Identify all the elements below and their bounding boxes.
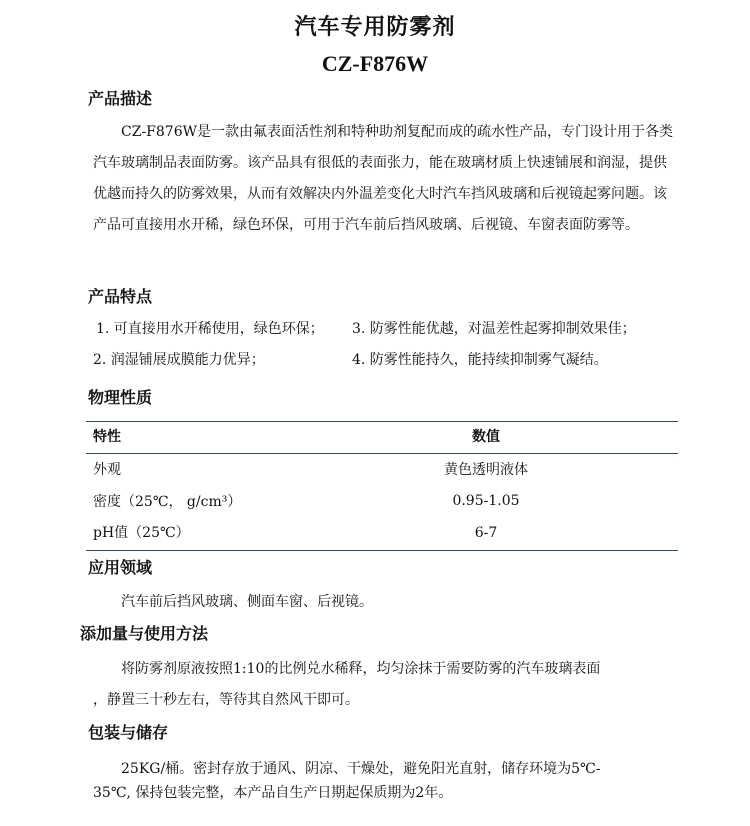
table-row-3-value: 6-7: [474, 525, 498, 541]
usage-line-1: 将防雾剂原液按照1:10的比例兑水稀释，均匀涂抹于需要防雾的汽车玻璃表面: [121, 661, 601, 677]
table-bottom-rule: [86, 550, 678, 551]
table-row-2-value: 0.95-1.05: [452, 493, 520, 509]
feature-item-4: 4. 防雾性能持久，能持续抑制雾气凝结。: [352, 352, 608, 368]
storage-line-2: 35℃, 保持包装完整，本产品自生产日期起保质期为2年。: [93, 785, 453, 801]
storage-line-1: 25KG/桶。密封存放于通风、阴凉、干燥处，避免阳光直射，储存环境为5℃-: [121, 761, 601, 777]
feature-item-2: 2. 润湿铺展成膜能力优异；: [93, 352, 265, 368]
feature-item-1: 1. 可直接用水开稀使用，绿色环保；: [96, 321, 324, 337]
table-header-value: 数值: [472, 429, 500, 445]
feature-item-3: 3. 防雾性能优越，对温差性起雾抑制效果佳；: [352, 321, 636, 337]
table-header-rule: [86, 453, 678, 454]
table-row-3-name: pH值（25℃）: [93, 525, 190, 541]
product-model: CZ-F876W: [321, 51, 429, 76]
document-title: 汽车专用防雾剂: [294, 14, 456, 40]
heading-description: 产品描述: [88, 89, 153, 108]
description-paragraph: CZ-F876W是一款由氟表面活性剂和特种助剂复配而成的疏水性产品，专门设计用于各类汽车玻璃制品表面防雾。该产品具有很低的表面张力，能在玻璃材质上快速铺展和润湿，提供优越而持久的防雾效果，从而有效解决内外温差变化大时汽车挡风玻璃和后视镜起雾问题。该产品可直接用水开稀，绿色环保，可用于汽车前后挡风玻璃、后视镜、车窗表面防雾等。: [93, 124, 673, 233]
table-row-1-name: 外观: [93, 462, 121, 478]
application-text: 汽车前后挡风玻璃、侧面车窗、后视镜。: [121, 594, 373, 610]
table-header-property: 特性: [93, 429, 121, 445]
table-row-1-value: 黄色透明液体: [444, 462, 528, 478]
table-top-rule: [86, 421, 678, 422]
heading-application: 应用领域: [88, 558, 153, 577]
usage-line-2: ，静置三十秒左右，等待其自然风干即可。: [93, 692, 359, 708]
heading-storage: 包装与储存: [88, 723, 169, 742]
heading-features: 产品特点: [88, 287, 153, 306]
heading-usage: 添加量与使用方法: [80, 624, 209, 643]
heading-properties: 物理性质: [88, 388, 153, 407]
table-row-2-name: 密度（25℃， g/cm³）: [93, 494, 242, 510]
